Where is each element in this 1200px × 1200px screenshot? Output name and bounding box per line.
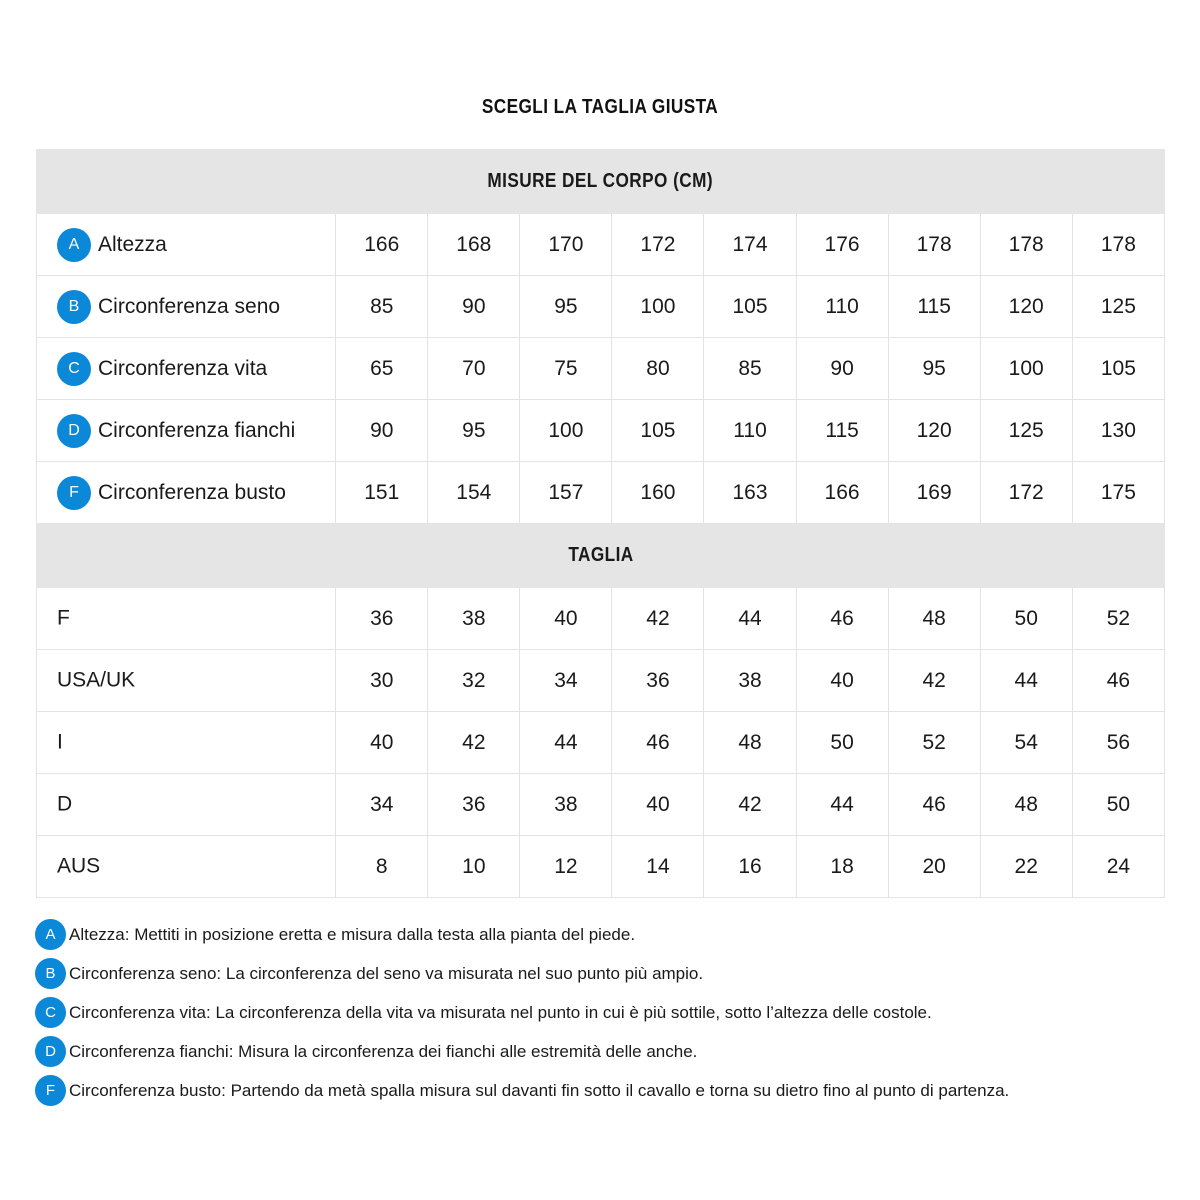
measurement-badge-icon: D bbox=[35, 1036, 66, 1067]
table-cell: 166 bbox=[336, 214, 428, 276]
table-cell: 42 bbox=[428, 712, 520, 774]
note-item bbox=[35, 1036, 1175, 1067]
table-cell: 42 bbox=[888, 650, 980, 712]
row-label-text: Altezza bbox=[98, 232, 167, 256]
table-cell: 52 bbox=[888, 712, 980, 774]
table-cell: 75 bbox=[520, 338, 612, 400]
body-measurements-header bbox=[37, 150, 1165, 214]
note-text: Circonferenza vita: La circonferenza della vita va misurata nel punto in cui è più sottile, sotto l’altezza delle costole. bbox=[69, 1002, 932, 1022]
table-cell: 46 bbox=[1072, 650, 1164, 712]
row-label-text: USA/UK bbox=[57, 668, 136, 692]
table-cell: 172 bbox=[980, 462, 1072, 524]
table-cell: 16 bbox=[704, 836, 796, 898]
measurement-badge-icon: F bbox=[57, 476, 91, 510]
table-cell: 105 bbox=[1072, 338, 1164, 400]
table-cell: 40 bbox=[796, 650, 888, 712]
table-cell: 30 bbox=[336, 650, 428, 712]
size-chart-table bbox=[36, 149, 1165, 898]
table-cell: 172 bbox=[612, 214, 704, 276]
table-cell: 20 bbox=[888, 836, 980, 898]
measurement-badge-icon: A bbox=[35, 919, 66, 950]
table-cell: 125 bbox=[1072, 276, 1164, 338]
row-label-text: Circonferenza fianchi bbox=[98, 418, 296, 442]
table-cell: 120 bbox=[888, 400, 980, 462]
table-cell: 44 bbox=[980, 650, 1072, 712]
row-label-text: Circonferenza seno bbox=[98, 294, 281, 318]
table-cell: 44 bbox=[704, 588, 796, 650]
body-measurements-header-cell bbox=[37, 150, 1165, 214]
measurement-badge-icon: C bbox=[57, 352, 91, 386]
table-cell: 85 bbox=[336, 276, 428, 338]
table-cell: 46 bbox=[888, 774, 980, 836]
table-cell: 95 bbox=[520, 276, 612, 338]
table-cell: 48 bbox=[704, 712, 796, 774]
row-label bbox=[37, 400, 336, 462]
table-cell: 36 bbox=[612, 650, 704, 712]
table-cell: 8 bbox=[336, 836, 428, 898]
row-label bbox=[37, 462, 336, 524]
table-cell: 157 bbox=[520, 462, 612, 524]
table-cell: 163 bbox=[704, 462, 796, 524]
table-row bbox=[37, 836, 1165, 898]
size-header-cell bbox=[37, 524, 1165, 588]
table-cell: 120 bbox=[980, 276, 1072, 338]
row-label bbox=[37, 214, 336, 276]
row-label bbox=[37, 276, 336, 338]
table-row bbox=[37, 276, 1165, 338]
note-item bbox=[35, 997, 1175, 1028]
table-cell: 100 bbox=[520, 400, 612, 462]
table-row bbox=[37, 400, 1165, 462]
table-cell: 42 bbox=[704, 774, 796, 836]
table-cell: 175 bbox=[1072, 462, 1164, 524]
row-label-text: Circonferenza busto bbox=[98, 480, 286, 504]
table-row bbox=[37, 588, 1165, 650]
row-label bbox=[37, 712, 336, 774]
table-cell: 46 bbox=[796, 588, 888, 650]
measurement-badge-icon: B bbox=[57, 290, 91, 324]
note-text: Altezza: Mettiti in posizione eretta e misura dalla testa alla pianta del piede. bbox=[69, 924, 636, 944]
measurement-badge-icon: F bbox=[35, 1075, 66, 1106]
row-label-text: Circonferenza vita bbox=[98, 356, 268, 380]
table-cell: 90 bbox=[796, 338, 888, 400]
row-label bbox=[37, 774, 336, 836]
row-label bbox=[37, 338, 336, 400]
row-label bbox=[37, 836, 336, 898]
note-item bbox=[35, 919, 1175, 950]
table-row bbox=[37, 338, 1165, 400]
table-row bbox=[37, 712, 1165, 774]
table-cell: 95 bbox=[428, 400, 520, 462]
measurement-badge-icon: B bbox=[35, 958, 66, 989]
row-label-text: I bbox=[57, 730, 63, 754]
table-cell: 32 bbox=[428, 650, 520, 712]
table-cell: 115 bbox=[796, 400, 888, 462]
measurement-badge-icon: C bbox=[35, 997, 66, 1028]
table-cell: 50 bbox=[1072, 774, 1164, 836]
table-cell: 100 bbox=[612, 276, 704, 338]
table-cell: 178 bbox=[888, 214, 980, 276]
note-text: Circonferenza fianchi: Misura la circonferenza dei fianchi alle estremità delle anche. bbox=[69, 1041, 698, 1061]
table-cell: 40 bbox=[612, 774, 704, 836]
table-cell: 52 bbox=[1072, 588, 1164, 650]
size-header bbox=[37, 524, 1165, 588]
table-cell: 22 bbox=[980, 836, 1072, 898]
table-cell: 125 bbox=[980, 400, 1072, 462]
table-cell: 160 bbox=[612, 462, 704, 524]
table-cell: 168 bbox=[428, 214, 520, 276]
row-label bbox=[37, 588, 336, 650]
table-cell: 100 bbox=[980, 338, 1072, 400]
table-cell: 38 bbox=[428, 588, 520, 650]
table-cell: 46 bbox=[612, 712, 704, 774]
table-cell: 18 bbox=[796, 836, 888, 898]
table-cell: 154 bbox=[428, 462, 520, 524]
table-cell: 42 bbox=[612, 588, 704, 650]
row-label bbox=[37, 650, 336, 712]
table-cell: 54 bbox=[980, 712, 1072, 774]
table-cell: 44 bbox=[520, 712, 612, 774]
row-label-text: AUS bbox=[57, 854, 101, 878]
table-cell: 178 bbox=[980, 214, 1072, 276]
table-cell: 110 bbox=[796, 276, 888, 338]
note-item bbox=[35, 958, 1175, 989]
table-cell: 65 bbox=[336, 338, 428, 400]
table-cell: 50 bbox=[796, 712, 888, 774]
measurement-notes bbox=[35, 919, 1175, 1114]
table-cell: 110 bbox=[704, 400, 796, 462]
table-row bbox=[37, 650, 1165, 712]
table-cell: 34 bbox=[336, 774, 428, 836]
table-cell: 178 bbox=[1072, 214, 1164, 276]
row-label-text: D bbox=[57, 792, 73, 816]
table-cell: 105 bbox=[612, 400, 704, 462]
table-cell: 14 bbox=[612, 836, 704, 898]
table-cell: 48 bbox=[888, 588, 980, 650]
table-cell: 176 bbox=[796, 214, 888, 276]
measurement-badge-icon: D bbox=[57, 414, 91, 448]
note-text: Circonferenza seno: La circonferenza del seno va misurata nel suo punto più ampio. bbox=[69, 963, 704, 983]
table-cell: 115 bbox=[888, 276, 980, 338]
table-cell: 169 bbox=[888, 462, 980, 524]
table-cell: 85 bbox=[704, 338, 796, 400]
table-cell: 170 bbox=[520, 214, 612, 276]
table-cell: 10 bbox=[428, 836, 520, 898]
table-row bbox=[37, 774, 1165, 836]
table-cell: 34 bbox=[520, 650, 612, 712]
table-cell: 151 bbox=[336, 462, 428, 524]
table-cell: 166 bbox=[796, 462, 888, 524]
table-row bbox=[37, 462, 1165, 524]
table-cell: 80 bbox=[612, 338, 704, 400]
table-cell: 40 bbox=[520, 588, 612, 650]
note-item bbox=[35, 1075, 1175, 1106]
row-label-text: F bbox=[57, 606, 70, 630]
table-cell: 50 bbox=[980, 588, 1072, 650]
table-row bbox=[37, 214, 1165, 276]
table-cell: 36 bbox=[428, 774, 520, 836]
table-cell: 174 bbox=[704, 214, 796, 276]
table-cell: 70 bbox=[428, 338, 520, 400]
note-text: Circonferenza busto: Partendo da metà spalla misura sul davanti fin sotto il cavallo e torna su dietro fino al punto di partenza. bbox=[69, 1080, 1010, 1100]
table-cell: 44 bbox=[796, 774, 888, 836]
table-cell: 36 bbox=[336, 588, 428, 650]
table-cell: 130 bbox=[1072, 400, 1164, 462]
page-title: SCEGLI LA TAGLIA GIUSTA bbox=[481, 96, 719, 118]
table-cell: 38 bbox=[520, 774, 612, 836]
section-title: TAGLIA bbox=[567, 544, 634, 566]
table-cell: 48 bbox=[980, 774, 1072, 836]
table-cell: 105 bbox=[704, 276, 796, 338]
section-title: MISURE DEL CORPO (CM) bbox=[487, 170, 714, 192]
table-cell: 38 bbox=[704, 650, 796, 712]
table-cell: 90 bbox=[428, 276, 520, 338]
table-cell: 24 bbox=[1072, 836, 1164, 898]
table-cell: 95 bbox=[888, 338, 980, 400]
table-cell: 12 bbox=[520, 836, 612, 898]
table-cell: 90 bbox=[336, 400, 428, 462]
table-cell: 56 bbox=[1072, 712, 1164, 774]
measurement-badge-icon: A bbox=[57, 228, 91, 262]
table-cell: 40 bbox=[336, 712, 428, 774]
